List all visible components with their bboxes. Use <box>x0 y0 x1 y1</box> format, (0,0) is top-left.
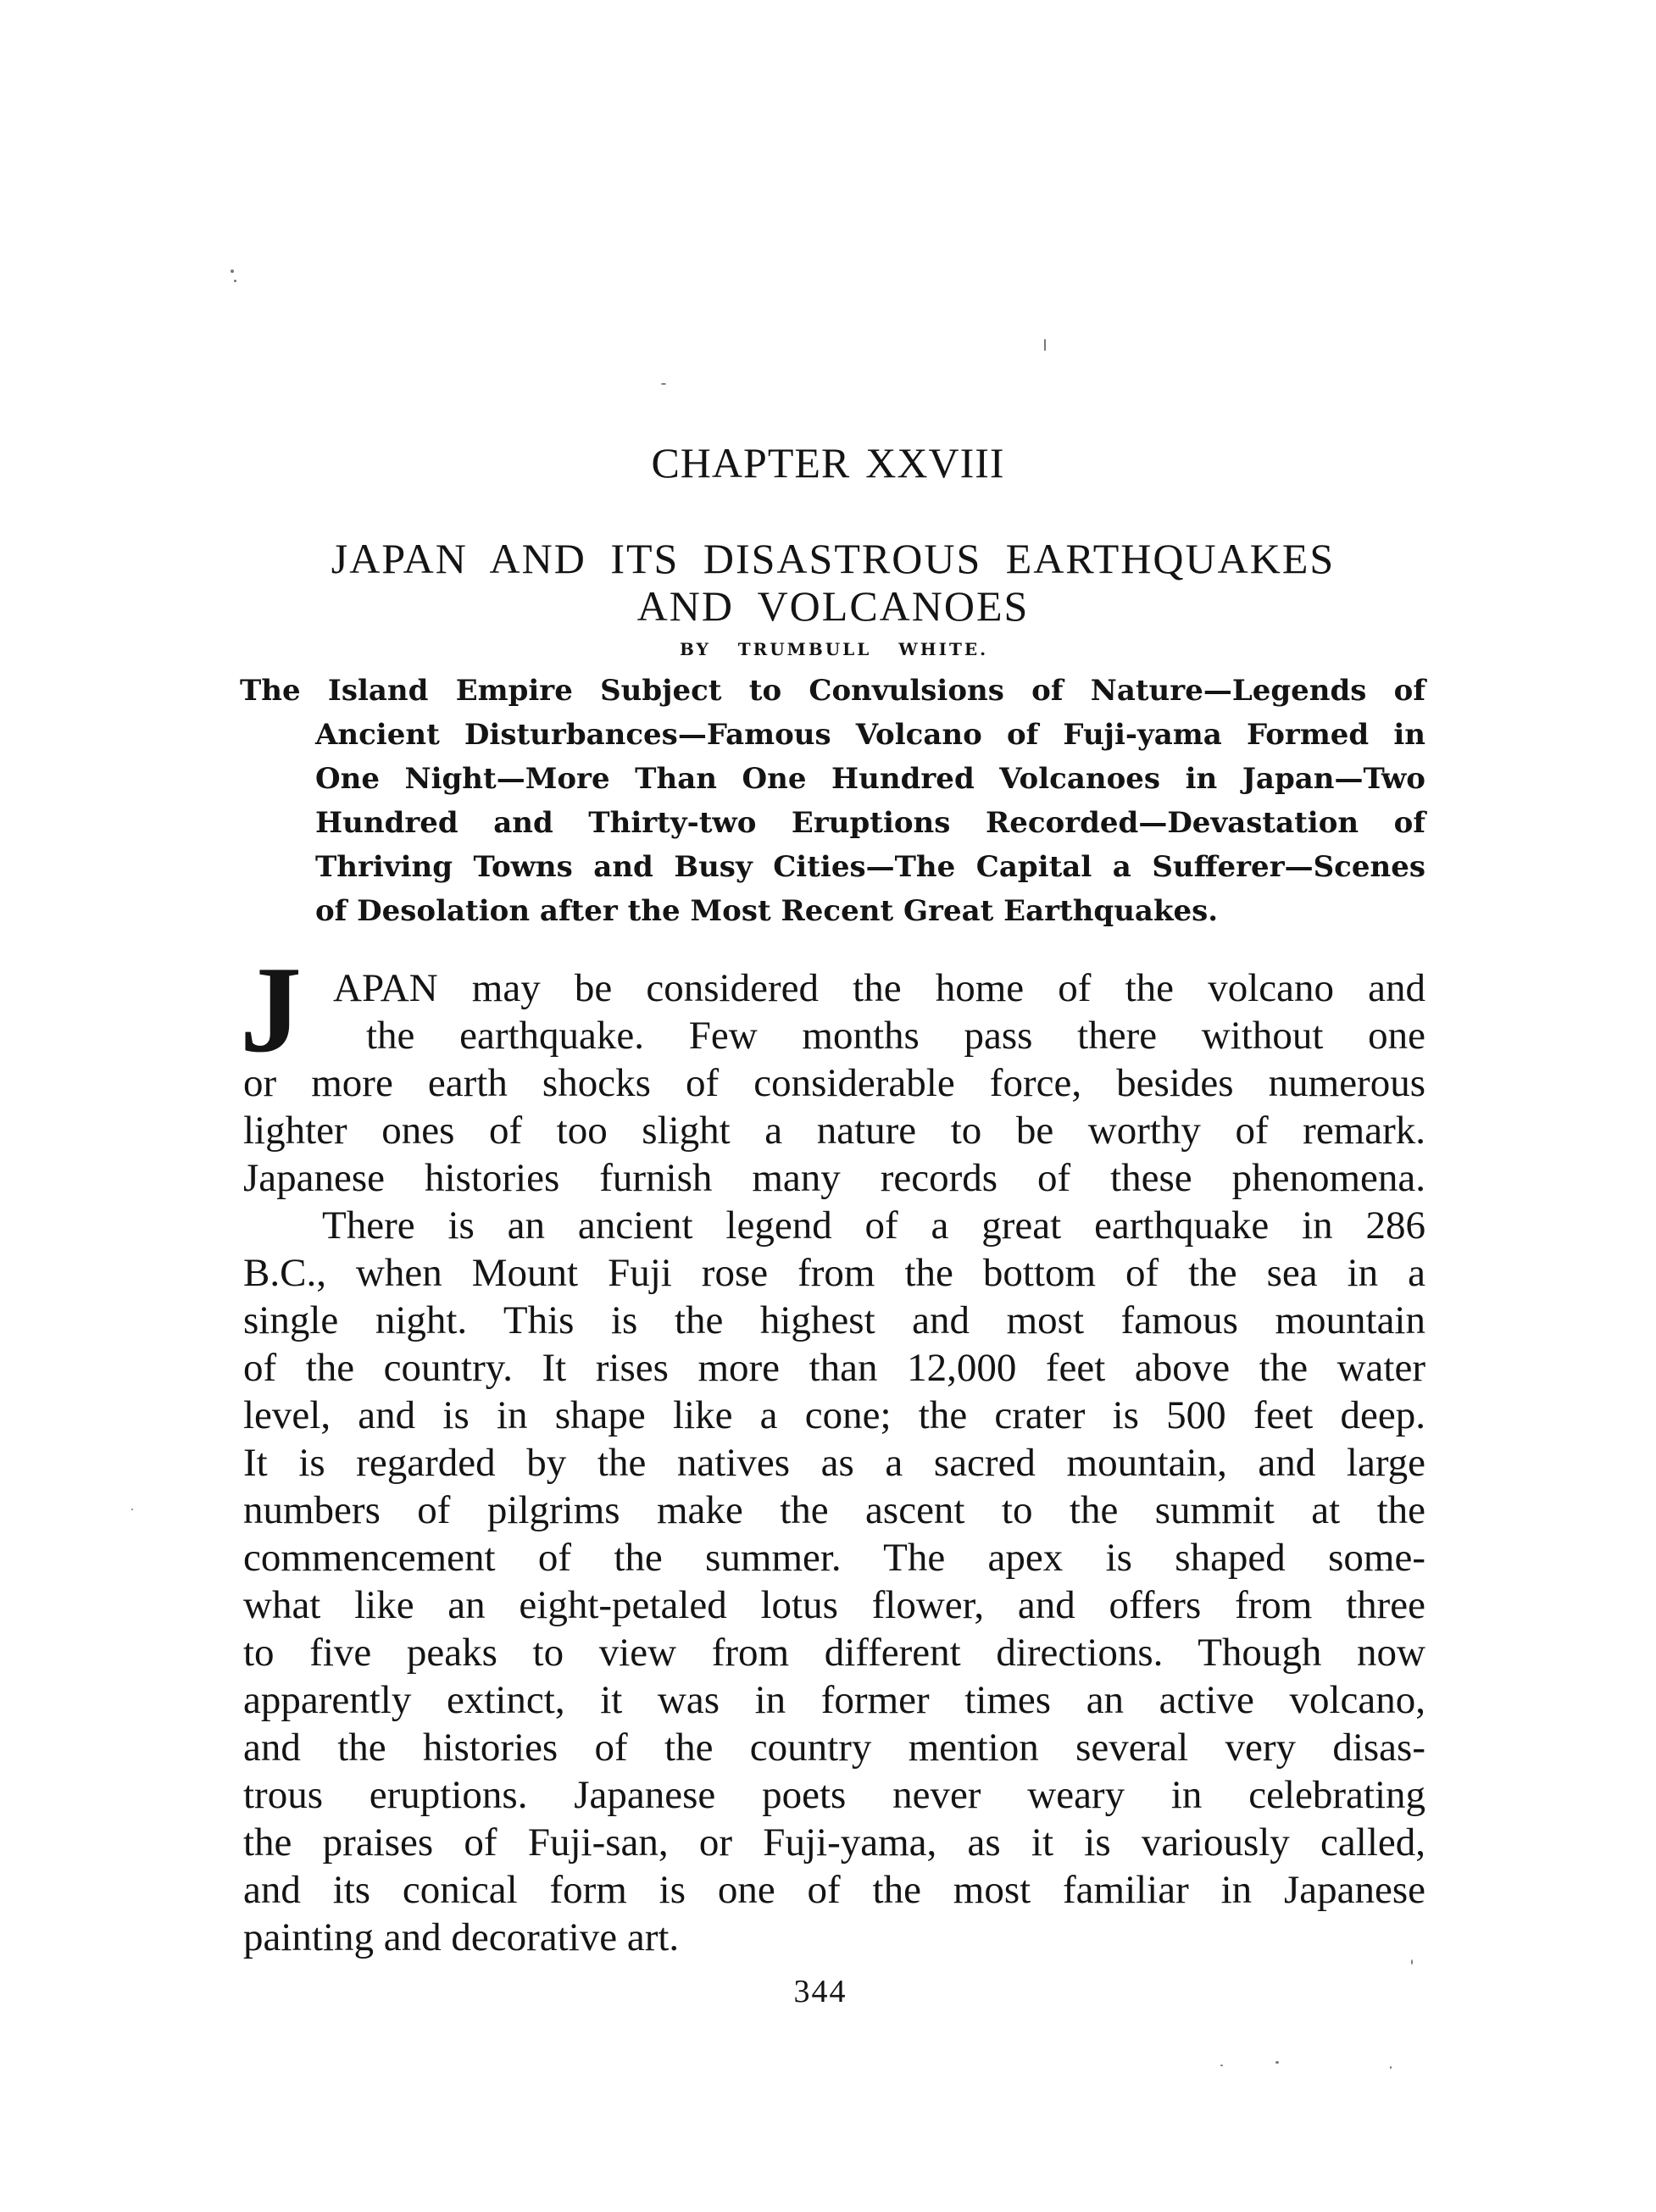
chapter-title-line-2: AND VOLCANOES <box>636 582 1030 630</box>
body-line: the praises of Fuji-san, or Fuji-yama, as it is variously called, <box>243 1820 1425 1865</box>
scan-speck <box>131 1509 133 1510</box>
summary-line: of Desolation after the Most Recent Great Earthquakes. <box>315 894 1219 928</box>
scan-speck <box>231 270 234 273</box>
scan-speck <box>1275 2061 1279 2064</box>
body-line: commencement of the summer. The apex is shaped some- <box>243 1536 1425 1580</box>
body-line: of the country. It rises more than 12,000 feet above the water <box>243 1346 1425 1390</box>
body-line: to five peaks to view from different directions. Though now <box>243 1631 1425 1675</box>
body-line: level, and is in shape like a cone; the crater is 500 feet deep. <box>243 1393 1425 1437</box>
body-line: painting and decorative art. <box>243 1915 680 1959</box>
scan-speck <box>1411 1959 1413 1965</box>
body-line: numbers of pilgrims make the ascent to the summit at the <box>243 1488 1425 1532</box>
body-line: the earthquake. Few months pass there without one <box>366 1014 1425 1058</box>
page-number: 344 <box>793 1974 847 2009</box>
drop-cap: J <box>240 941 302 1078</box>
chapter-number: XXVIII <box>865 439 1005 486</box>
body-line: There is an ancient legend of a great earthquake in 286 <box>322 1203 1425 1248</box>
chapter-heading <box>0 438 1656 487</box>
body-line: Japanese histories furnish many records of these phenomena. <box>243 1156 1425 1200</box>
body-line: APAN may be considered the home of the volcano and <box>333 966 1425 1010</box>
chapter-title-line-1: JAPAN AND ITS DISASTROUS EARTHQUAKES <box>331 535 1336 582</box>
scan-speck <box>1044 339 1046 351</box>
body-line: what like an eight-petaled lotus flower, and offers from three <box>243 1583 1425 1627</box>
scan-speck <box>1390 2066 1392 2069</box>
body-line: lighter ones of too slight a nature to be worthy of remark. <box>243 1109 1425 1153</box>
body-line: It is regarded by the natives as a sacred mountain, and large <box>243 1441 1425 1485</box>
summary-line: The Island Empire Subject to Convulsions of Nature—Legends of <box>240 674 1425 708</box>
body-line: single night. This is the highest and most famous mountain <box>243 1298 1425 1342</box>
scan-speck <box>234 280 236 282</box>
body-line: and its conical form is one of the most familiar in Japanese <box>243 1868 1425 1912</box>
summary-line: Hundred and Thirty-two Eruptions Recorded—Devastation of <box>315 806 1425 840</box>
author-byline: BY TRUMBULL WHITE. <box>679 639 989 659</box>
body-line: and the histories of the country mention several very disas- <box>243 1726 1425 1770</box>
chapter-label: CHAPTER <box>651 439 851 486</box>
body-line: apparently extinct, it was in former times an active volcano, <box>243 1678 1425 1722</box>
summary-line: Thriving Towns and Busy Cities—The Capital a Sufferer—Scenes <box>315 850 1425 884</box>
summary-line: One Night—More Than One Hundred Volcanoes in Japan—Two <box>315 762 1425 796</box>
scan-speck <box>661 383 666 385</box>
summary-line: Ancient Disturbances—Famous Volcano of Fuji-yama Formed in <box>315 718 1425 752</box>
body-line: or more earth shocks of considerable force, besides numerous <box>243 1061 1425 1105</box>
body-line: trous eruptions. Japanese poets never weary in celebrating <box>243 1773 1425 1817</box>
body-line: B.C., when Mount Fuji rose from the bottom of the sea in a <box>243 1251 1425 1295</box>
scan-speck <box>1220 2065 1223 2066</box>
